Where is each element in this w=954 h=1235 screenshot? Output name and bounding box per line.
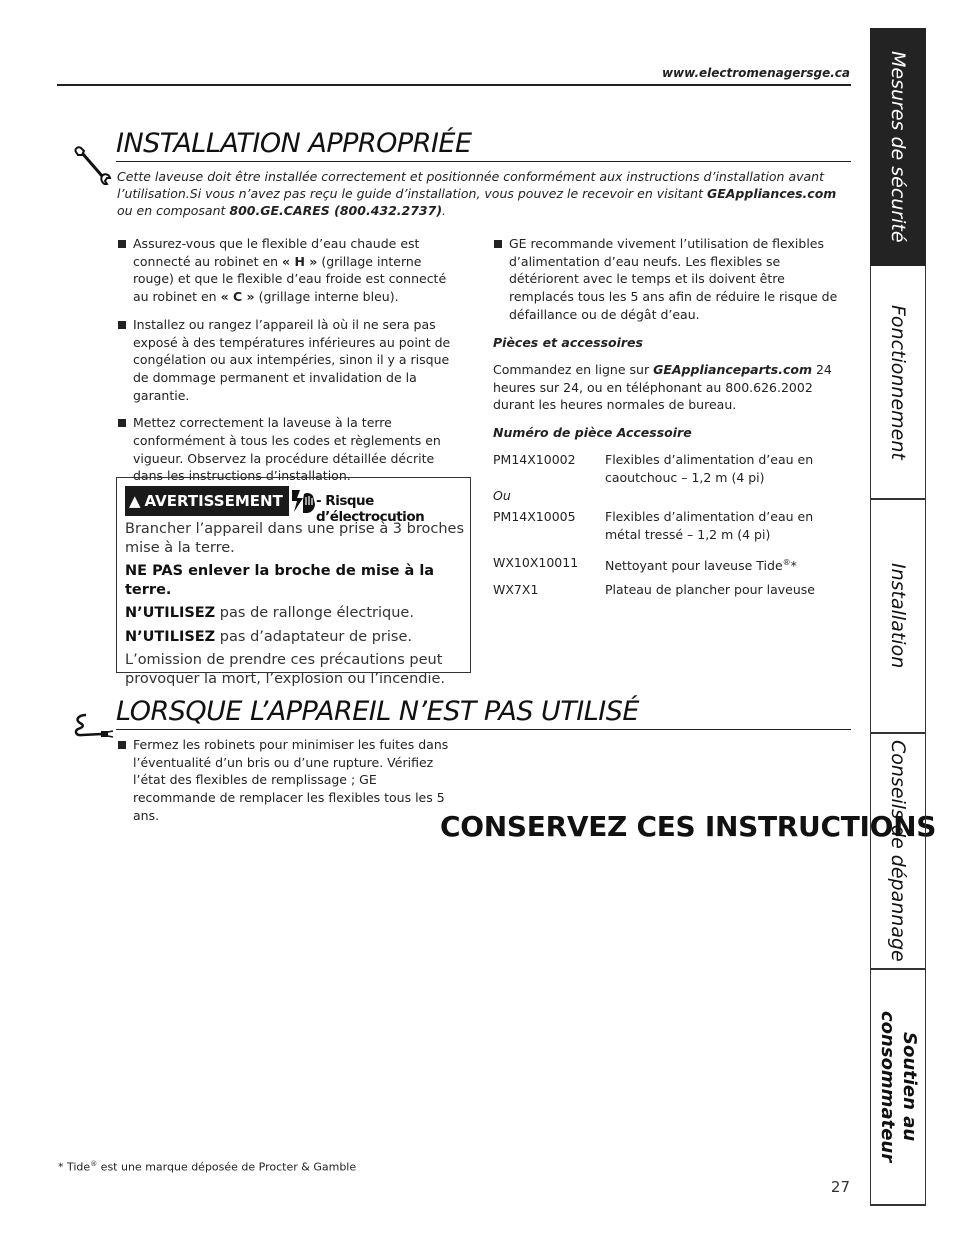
tab-label-line: Soutien au: [899, 1032, 920, 1142]
phone-number: 800.GE.CARES (800.432.2737): [229, 203, 443, 218]
hot-label: « H »: [282, 253, 318, 269]
bullet-square: [118, 419, 126, 427]
tab-label: Fonctionnement: [887, 304, 909, 460]
part-number: WX7X1: [493, 582, 539, 597]
warning-text: pas d’adaptateur de prise.: [215, 628, 413, 645]
asterisk: *: [790, 558, 797, 574]
section-rule: [116, 729, 851, 730]
order-text-part: 24 heures sur 24, ou en téléphonant au 800.626.2002 durant les heures normales de bureau.: [493, 362, 832, 413]
wrench-icon: [72, 146, 114, 186]
warning-label: AVERTISSEMENT: [144, 492, 283, 510]
part-description: Flexibles d’alimentation d’eau en caoutchouc – 1,2 m (4 pi): [605, 452, 814, 485]
warning-triangle-icon: ▲: [129, 492, 141, 510]
tab-mesures-de-securite[interactable]: [870, 28, 926, 266]
or-label: Ou: [493, 488, 511, 503]
part-description: Plateau de plancher pour laveuse: [605, 582, 815, 597]
header-rule: [57, 84, 851, 86]
warning-bold: N’UTILISEZ: [125, 605, 216, 621]
warning-line: [125, 562, 465, 599]
warning-line: L’omission de prendre ces précautions peut provoquer la mort, l’explosion ou l’incendie.: [125, 652, 446, 687]
warning-bold: NE PAS enlever la broche de mise à la terre.: [125, 563, 435, 598]
bullet-text: (grillage interne bleu).: [254, 289, 399, 305]
bullet-text: GE recommande vivement l’utilisation de flexibles d’alimentation d’eau neufs. Les flexibles se détériorent avec le temps et ils doivent être remplacés tous les 5 ans afin de réduire le risque de défaillance ou de dégât d’eau.: [509, 236, 838, 322]
warning-line: [125, 604, 465, 623]
part-description: Flexibles d’alimentation d’eau en métal tressé – 1,2 m (4 pi): [605, 509, 814, 542]
section-title-installation: INSTALLATION APPROPRIÉE: [116, 128, 472, 159]
cold-label: « C »: [220, 289, 255, 305]
bullet-text: Installez ou rangez l’appareil là où il ne sera pas exposé à des températures inférieures au point de congélation ou aux intempéries, sinon il y a risque de dommage permanent et invalidation de la garantie.: [133, 316, 451, 403]
tab-label-line: consommateur: [877, 1011, 898, 1163]
footnote-text: * Tide: [58, 1160, 91, 1174]
bullet-square: [118, 321, 126, 329]
list-item: [118, 736, 463, 825]
list-item: [494, 235, 852, 324]
registered-mark: ®: [782, 558, 791, 567]
bullet-text: (grillage interne rouge) et que le flexible d’eau froide est connecté au robinet en: [133, 253, 447, 305]
bullet-square: [118, 741, 126, 749]
geapplianceparts-link[interactable]: GEApplianceparts.com: [653, 362, 812, 377]
list-item: [118, 414, 463, 485]
warning-line: [125, 628, 465, 647]
installation-intro: [117, 168, 847, 219]
intro-text: ou en composant: [117, 203, 230, 218]
warning-body: [125, 520, 465, 693]
save-instructions-heading: CONSERVEZ CES INSTRUCTIONS: [440, 810, 937, 843]
warning-line: Brancher l’appareil dans une prise à 3 broches mise à la terre.: [125, 521, 465, 556]
tab-installation[interactable]: [870, 500, 926, 734]
order-text-part: Commandez en ligne sur: [493, 362, 654, 377]
part-description: [605, 554, 850, 575]
website-url[interactable]: www.electromenagersge.ca: [661, 66, 850, 80]
warning-badge: [125, 486, 289, 516]
right-bullets: [494, 235, 852, 334]
tab-label: Mesures de sécurité: [887, 50, 909, 243]
risk-label: - Risque d’électrocution: [316, 493, 425, 525]
tab-label: [876, 1011, 920, 1162]
installation-bullets: [118, 235, 463, 495]
geappliances-link[interactable]: GEAppliances.com: [706, 186, 837, 201]
intro-text: .: [442, 203, 447, 218]
list-item: [118, 316, 463, 405]
hose-icon: [72, 712, 116, 740]
bullet-text: Assurez-vous que le flexible d’eau chaude est connecté au robinet en: [133, 236, 420, 269]
bullet-text: Fermez les robinets pour minimiser les fuites dans l’éventualité d’un bris ou d’une rupture. Vérifiez l’état des flexibles de remplissage ; GE recommande de remplacer les flexibles tous les 5 ans.: [133, 737, 449, 823]
footnote-text: est une marque déposée de Procter & Gamble: [97, 1160, 357, 1174]
part-number: PM14X10002: [493, 452, 576, 467]
not-in-use-bullets: [118, 736, 463, 835]
order-text: [493, 361, 843, 414]
footnote: [58, 1160, 356, 1174]
part-number: WX10X10011: [493, 555, 579, 570]
part-number: PM14X10005: [493, 509, 576, 524]
section-rule: [116, 161, 851, 162]
warning-bold: N’UTILISEZ: [125, 628, 216, 645]
parts-table-heading: Numéro de pièce Accessoire: [493, 425, 692, 440]
bullet-text: Mettez correctement la laveuse à la terre conformément à tous les codes et règlements en vigueur. Observez la procédure détaillée décrite dans les instructions d’installation.: [133, 415, 441, 484]
registered-mark: ®: [90, 1160, 98, 1168]
bullet-square: [118, 240, 126, 248]
intro-text: Cette laveuse doit être installée correctement et positionnée conformément aux instructions d’installation avant l’utilisation.Si vous n’avez pas reçu le guide d’installation, vous pouvez le recevoir en visitant: [117, 169, 824, 201]
part-desc-text: Nettoyant pour laveuse Tide: [605, 558, 783, 574]
section-title-not-in-use: LORSQUE L’APPAREIL N’EST PAS UTILISÉ: [116, 696, 639, 727]
warning-box: [116, 477, 471, 687]
tab-label: Installation: [887, 563, 909, 669]
section-tabs: [870, 28, 926, 1206]
tab-soutien-au-consommateur[interactable]: [870, 970, 926, 1206]
bullet-square: [494, 240, 502, 248]
warning-text: pas de rallonge électrique.: [215, 605, 414, 621]
tab-conseils-de-depannage[interactable]: [870, 734, 926, 970]
tab-label: Conseils de dépannage: [887, 740, 909, 962]
list-item: [118, 235, 463, 306]
electric-shock-icon: [289, 486, 317, 516]
tab-fonctionnement[interactable]: [870, 266, 926, 500]
parts-heading: Pièces et accessoires: [493, 335, 643, 350]
page-number: 27: [830, 1178, 850, 1196]
